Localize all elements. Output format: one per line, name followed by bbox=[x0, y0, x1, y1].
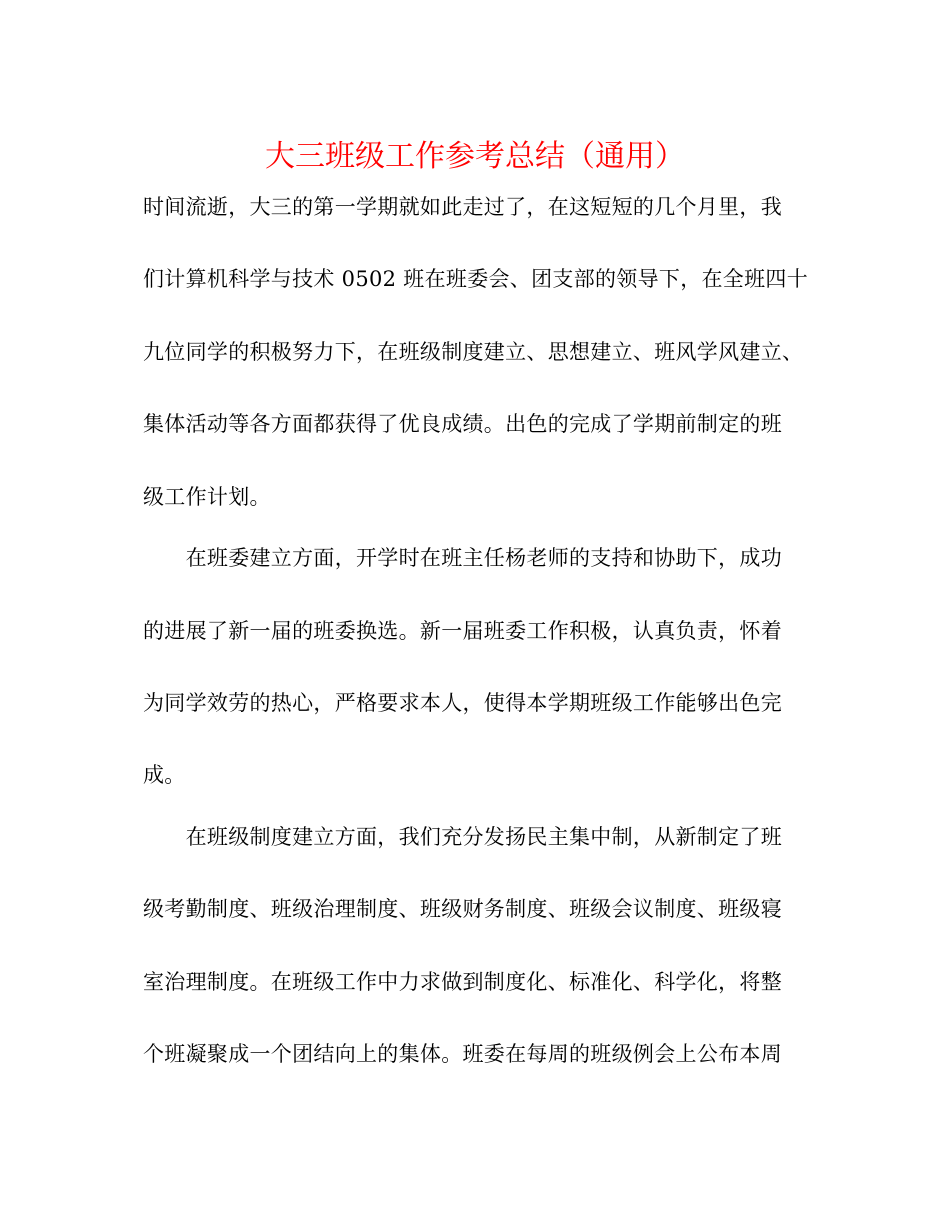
body-line: 室治理制度。在班级工作中力求做到制度化、标准化、科学化，将整 bbox=[143, 970, 782, 994]
body-line: 在班委建立方面，开学时在班主任杨老师的支持和协助下，成功 bbox=[143, 546, 782, 570]
body-line: 的进展了新一届的班委换选。新一届班委工作积极，认真负责，怀着 bbox=[143, 619, 782, 643]
body-line: 九位同学的积极努力下，在班级制度建立、思想建立、班风学风建立、 bbox=[143, 340, 804, 364]
body-line: 级考勤制度、班级治理制度、班级财务制度、班级会议制度、班级寝 bbox=[143, 897, 782, 921]
body-line: 在班级制度建立方面，我们充分发扬民主集中制，从新制定了班 bbox=[143, 825, 782, 849]
body-line: 们计算机科学与技术 0502 班在班委会、团支部的领导下，在全班四十 bbox=[143, 267, 808, 291]
body-line: 成。 bbox=[143, 763, 186, 787]
document-title: 大三班级工作参考总结（通用） bbox=[265, 139, 685, 174]
body-line: 时间流逝，大三的第一学期就如此走过了，在这短短的几个月里，我 bbox=[143, 195, 782, 219]
body-line: 个班凝聚成一个团结向上的集体。班委在每周的班级例会上公布本周 bbox=[143, 1042, 782, 1066]
body-line: 级工作计划。 bbox=[143, 485, 271, 509]
body-line: 集体活动等各方面都获得了优良成绩。出色的完成了学期前制定的班 bbox=[143, 412, 782, 436]
body-line: 为同学效劳的热心，严格要求本人，使得本学期班级工作能够出色完 bbox=[143, 691, 782, 715]
